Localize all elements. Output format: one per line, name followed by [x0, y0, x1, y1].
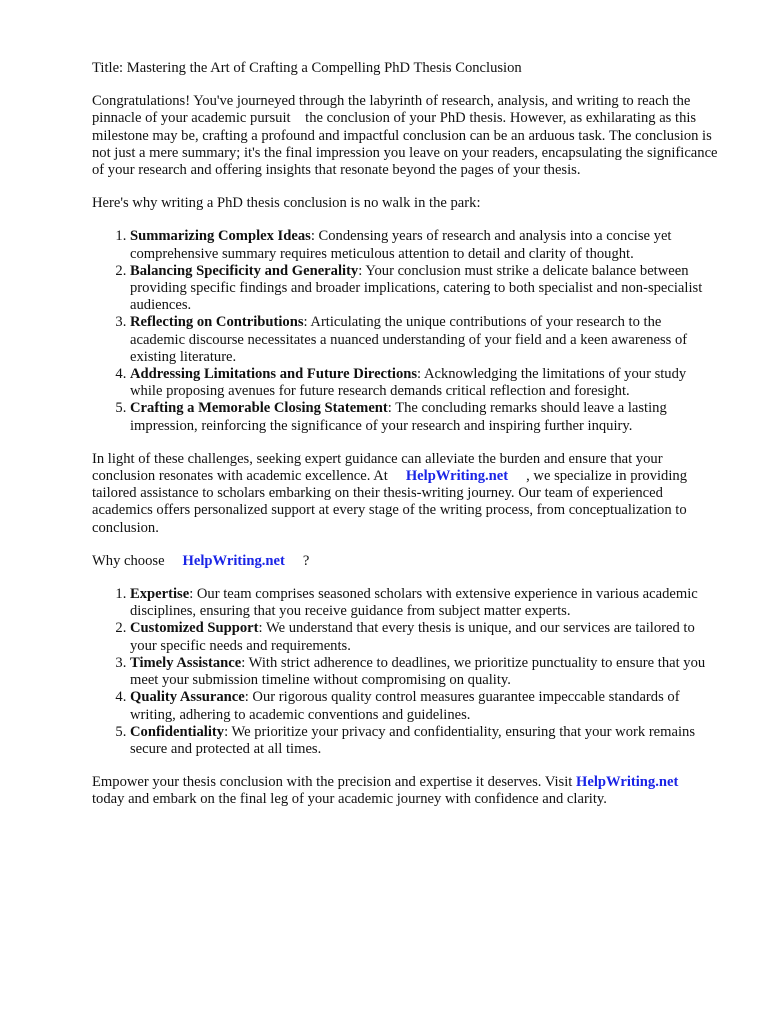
- guidance-text-before: In light of these challenges, seeking expert guidance can alleviate the burden and ensure that your conclusion resonates with academic excellence. At: [92, 450, 663, 485]
- helpwriting-link[interactable]: HelpWriting.net: [576, 774, 679, 791]
- list-item-term: Quality Assurance: [130, 689, 245, 706]
- document-page: [92, 60, 720, 825]
- list-item-text: : Our team comprises seasoned scholars with extensive experience in various academic disciplines, ensuring that you receive guidance from subject matter experts.: [130, 586, 698, 620]
- list-item-term: Summarizing Complex Ideas: [130, 228, 311, 245]
- why-text-after: ?: [302, 552, 310, 569]
- list-item-text: : We understand that every thesis is unique, and our services are tailored to your specific needs and requirements.: [130, 620, 695, 654]
- list-item-term: Addressing Limitations and Future Directions: [130, 366, 418, 383]
- guidance-paragraph: [92, 451, 720, 537]
- why-text-before: Why choose: [92, 552, 165, 569]
- list-item-text: : We prioritize your privacy and confidentiality, ensuring that your work remains secure and protected at all times.: [130, 723, 696, 757]
- list-item: [130, 263, 720, 315]
- benefits-list: [92, 586, 720, 758]
- list-item-term: Expertise: [130, 586, 190, 603]
- closing-text-after: today and embark on the final leg of your academic journey with confidence and clarity.: [92, 791, 607, 808]
- intro-paragraph: Congratulations! You've journeyed through the labyrinth of research, analysis, and writing to reach the pinnacle of your academic pursuit the conclusion of your PhD thesis. However, as exhilarating as this milestone may be, crafting a profound and impactful conclusion can be an arduous task. The conclusion is not just a mere summary; it's the final impression you leave on your readers, encapsulating the significance of your research and offering insights that resonate beyond the pages of your thesis.: [92, 93, 718, 179]
- list-item-term: Customized Support: [130, 620, 259, 637]
- helpwriting-link[interactable]: HelpWriting.net: [405, 468, 509, 485]
- why-choose-line: [92, 553, 720, 570]
- list-item: [130, 314, 720, 366]
- list-item: [130, 689, 720, 723]
- guidance-text-after: , we specialize in providing tailored assistance to scholars embarking on their thesis-writing journey. Our team of experienced academics offers personalized support at every stage of the writing process, from conceptualization to conclusion.: [92, 468, 687, 536]
- challenges-list: [92, 228, 720, 434]
- list-item-text: : With strict adherence to deadlines, we prioritize punctuality to ensure that you meet your submission timeline without compromising on quality.: [130, 654, 706, 689]
- list-item: [130, 400, 720, 434]
- list-item-text: : Acknowledging the limitations of your study while proposing avenues for future research demands critical reflection and foresight.: [130, 366, 687, 400]
- list-item-text: : Your conclusion must strike a delicate balance between providing specific findings and broader implications, catering to both specialist and non-specialist audiences.: [130, 262, 703, 314]
- list-item-text: : Articulating the unique contributions of your research to the academic discourse necessitates a nuanced understanding of your field and a keen awareness of existing literature.: [130, 314, 688, 365]
- list-item: [130, 655, 720, 689]
- list-item-term: Reflecting on Contributions: [130, 314, 304, 331]
- challenges-intro: Here's why writing a PhD thesis conclusion is no walk in the park:: [92, 195, 481, 212]
- list-item-text: : Condensing years of research and analysis into a concise yet comprehensive summary requires meticulous attention to detail and clarity of thought.: [130, 228, 672, 262]
- list-item: [130, 620, 720, 654]
- closing-paragraph: [92, 774, 720, 808]
- list-item-term: Crafting a Memorable Closing Statement: [130, 400, 388, 417]
- list-item-text: : The concluding remarks should leave a lasting impression, reinforcing the significance of your research and inspiring further inquiry.: [130, 400, 667, 434]
- list-item: [130, 228, 720, 262]
- list-item-term: Balancing Specificity and Generality: [130, 262, 359, 279]
- document-title: Title: Mastering the Art of Crafting a Compelling PhD Thesis Conclusion: [92, 60, 522, 76]
- list-item: [130, 586, 720, 620]
- helpwriting-link[interactable]: HelpWriting.net: [182, 552, 285, 569]
- list-item-text: : Our rigorous quality control measures guarantee impeccable standards of writing, adhering to academic conventions and guidelines.: [130, 689, 680, 723]
- list-item: [130, 724, 720, 758]
- list-item-term: Timely Assistance: [130, 654, 242, 671]
- list-item-term: Confidentiality: [130, 723, 225, 740]
- closing-text-before: Empower your thesis conclusion with the precision and expertise it deserves. Visit: [92, 774, 573, 791]
- list-item: [130, 366, 720, 400]
